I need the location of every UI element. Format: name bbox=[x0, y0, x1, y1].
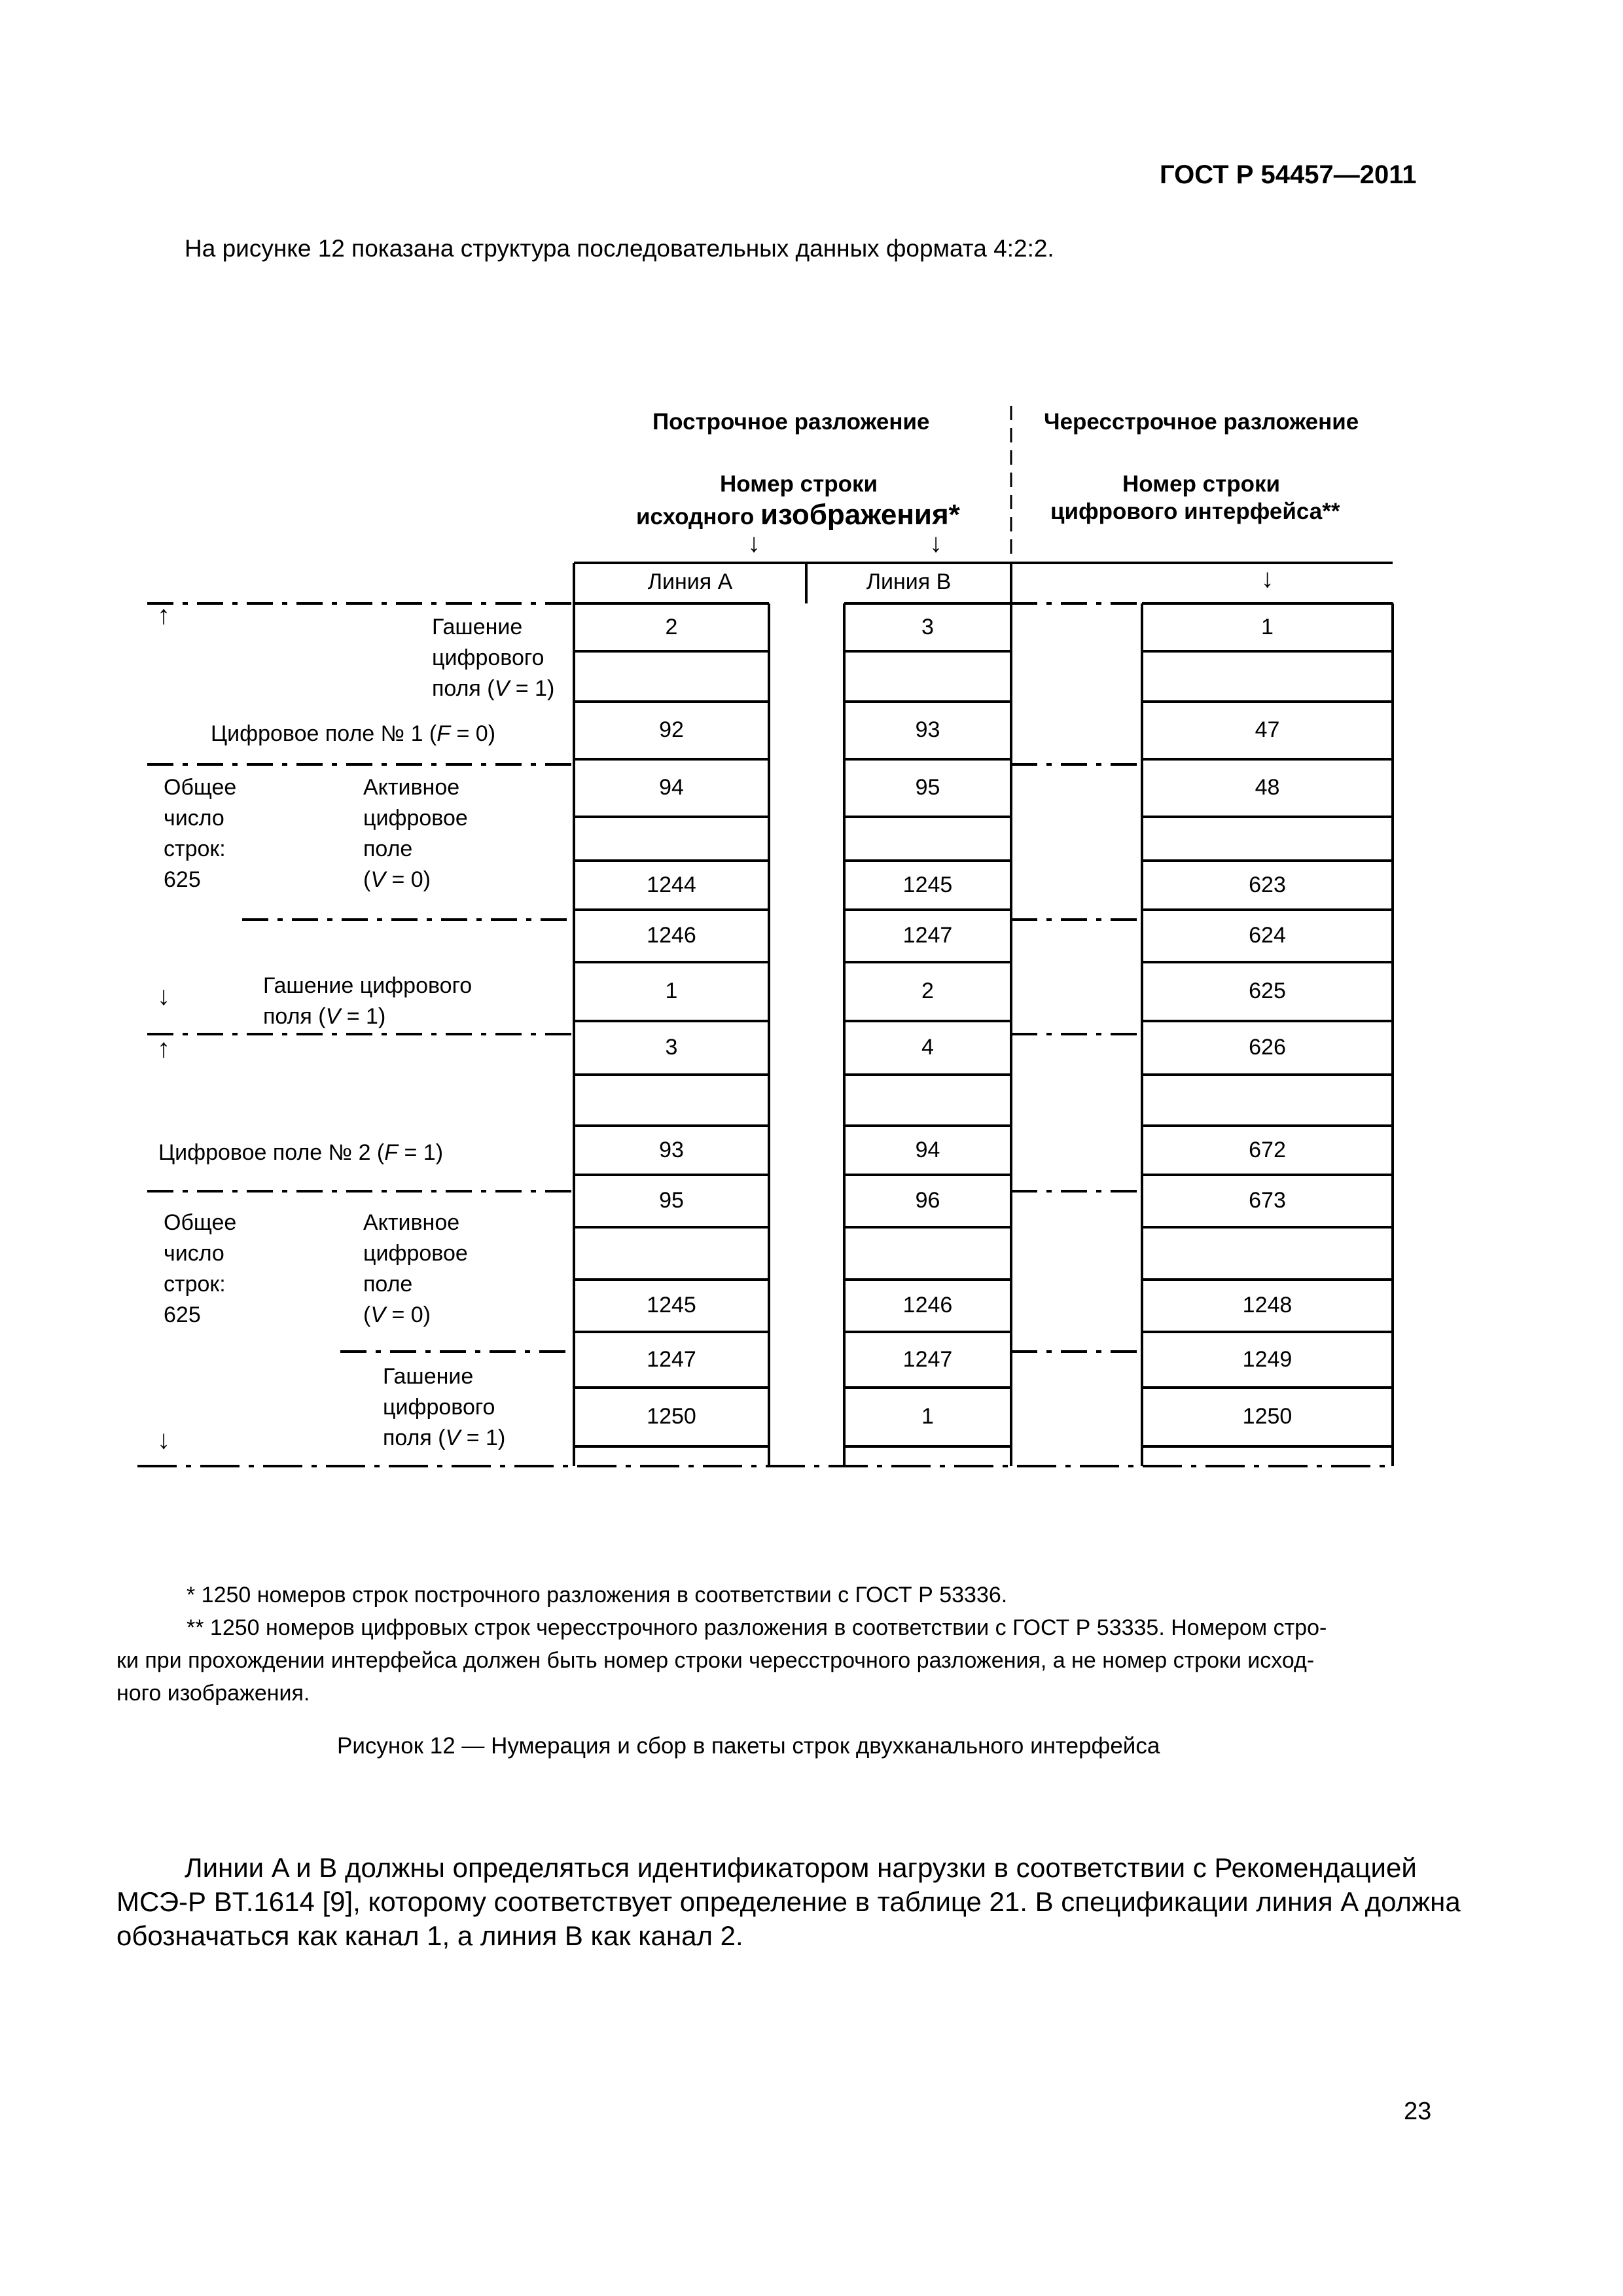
figure-caption: Рисунок 12 — Нумерация и сбор в пакеты строк двухканального интерфейса bbox=[337, 1733, 1160, 1759]
cell-interface: 1248 bbox=[1242, 1293, 1293, 1318]
cell-line-a: 92 bbox=[659, 717, 684, 742]
digital-field-2-label: Цифровое поле № 2 (F = 1) bbox=[158, 1140, 444, 1165]
cell-line-b: 1247 bbox=[902, 923, 953, 948]
cell-line-b: 94 bbox=[915, 1137, 940, 1162]
progressive-subtitle-2: исходного изображения* bbox=[636, 499, 960, 531]
arrow-down-icon: ↓ bbox=[1260, 564, 1274, 593]
body-line-1: Линии A и B должны определяться идентификатором нагрузки в соответствии с Рекомендацией bbox=[185, 1852, 1417, 1883]
cell-line-a: 95 bbox=[659, 1188, 684, 1213]
cell-interface: 673 bbox=[1249, 1188, 1286, 1213]
cell-line-a: 94 bbox=[659, 775, 684, 800]
footnote-2-line-3: ного изображения. bbox=[116, 1681, 310, 1706]
arrow-down-icon: ↓ bbox=[747, 529, 760, 558]
cell-line-b: 1246 bbox=[902, 1293, 953, 1318]
arrow-down-icon: ↓ bbox=[929, 529, 942, 558]
arrow-up-icon: ↑ bbox=[157, 601, 170, 630]
cell-interface: 625 bbox=[1249, 978, 1286, 1003]
document-number: ГОСТ Р 54457—2011 bbox=[1160, 160, 1417, 189]
progressive-title: Построчное разложение bbox=[652, 409, 930, 435]
cell-interface: 1250 bbox=[1242, 1404, 1293, 1429]
cell-line-b: 1247 bbox=[902, 1346, 953, 1372]
blanking-label-3: Гашение цифрового поля (V = 1) bbox=[383, 1364, 506, 1450]
cell-interface: 672 bbox=[1249, 1137, 1286, 1162]
cell-interface: 48 bbox=[1255, 775, 1280, 800]
cell-line-b: 2 bbox=[921, 978, 934, 1003]
cell-interface: 624 bbox=[1249, 923, 1286, 948]
cell-line-a: 1246 bbox=[647, 923, 696, 948]
arrow-down-icon: ↓ bbox=[157, 1426, 170, 1454]
arrow-down-icon: ↓ bbox=[157, 982, 170, 1011]
cell-line-a: 1247 bbox=[647, 1346, 696, 1372]
intro-paragraph: На рисунке 12 показана структура последовательных данных формата 4:2:2. bbox=[185, 235, 1054, 262]
blanking-label-2: Гашение цифрового поля (V = 1) bbox=[263, 973, 473, 1029]
cell-interface: 1 bbox=[1261, 614, 1274, 639]
cell-line-a: 1244 bbox=[647, 872, 696, 897]
cell-line-b: 96 bbox=[915, 1188, 940, 1213]
cell-interface: 626 bbox=[1249, 1035, 1286, 1060]
cell-line-a: 3 bbox=[665, 1035, 678, 1060]
cell-line-b: 1245 bbox=[902, 872, 953, 897]
line-a-header: Линия A bbox=[647, 569, 733, 594]
arrow-up-icon: ↑ bbox=[157, 1034, 170, 1063]
cell-line-b: 95 bbox=[915, 775, 940, 800]
blanking-label-1: Гашение цифрового поля (V = 1) bbox=[432, 615, 555, 701]
cell-line-a: 2 bbox=[665, 614, 678, 639]
cell-line-b: 1 bbox=[921, 1404, 934, 1429]
footnote-2-line-1: ** 1250 номеров цифровых строк чересстрочного разложения в соответствии с ГОСТ Р 53335. Номером стро- bbox=[187, 1615, 1327, 1640]
footnote-1: * 1250 номеров строк построчного разложения в соответствии с ГОСТ Р 53336. bbox=[187, 1583, 1008, 1607]
cell-interface: 623 bbox=[1249, 872, 1286, 897]
cell-line-a: 1250 bbox=[647, 1404, 696, 1429]
interlaced-subtitle-1: Номер строки bbox=[1122, 471, 1281, 497]
footnote-2-line-2: ки при прохождении интерфейса должен быть номер строки чересстрочного разложения, а не номер строки исход- bbox=[116, 1648, 1315, 1673]
interlaced-title: Чересстрочное разложение bbox=[1044, 409, 1359, 435]
digital-field-1-label: Цифровое поле № 1 (F = 0) bbox=[211, 721, 496, 746]
body-line-3: обозначаться как канал 1, а линия B как канал 2. bbox=[116, 1920, 743, 1951]
active-field-label-1: Активное цифровое поле (V = 0) bbox=[363, 775, 468, 892]
total-lines-label-1: Общее число строк: 625 bbox=[164, 775, 237, 892]
body-line-2: МСЭ-Р BT.1614 [9], которому соответствует определение в таблице 21. В спецификации линия A должна bbox=[116, 1886, 1461, 1917]
progressive-subtitle-1: Номер строки bbox=[720, 471, 878, 497]
cell-line-b: 3 bbox=[921, 614, 934, 639]
cell-line-a: 1245 bbox=[647, 1293, 696, 1318]
cell-interface: 1249 bbox=[1242, 1346, 1293, 1372]
interlaced-subtitle-2: цифрового интерфейса** bbox=[1050, 499, 1340, 524]
page-number: 23 bbox=[1404, 2098, 1432, 2125]
cell-line-b: 4 bbox=[921, 1035, 934, 1060]
cell-line-a: 93 bbox=[659, 1137, 684, 1162]
total-lines-label-2: Общее число строк: 625 bbox=[164, 1210, 237, 1327]
cell-interface: 47 bbox=[1255, 717, 1280, 742]
active-field-label-2: Активное цифровое поле (V = 0) bbox=[363, 1210, 468, 1327]
line-b-header: Линия B bbox=[866, 569, 952, 594]
cell-line-b: 93 bbox=[915, 717, 940, 742]
cell-line-a: 1 bbox=[665, 978, 678, 1003]
